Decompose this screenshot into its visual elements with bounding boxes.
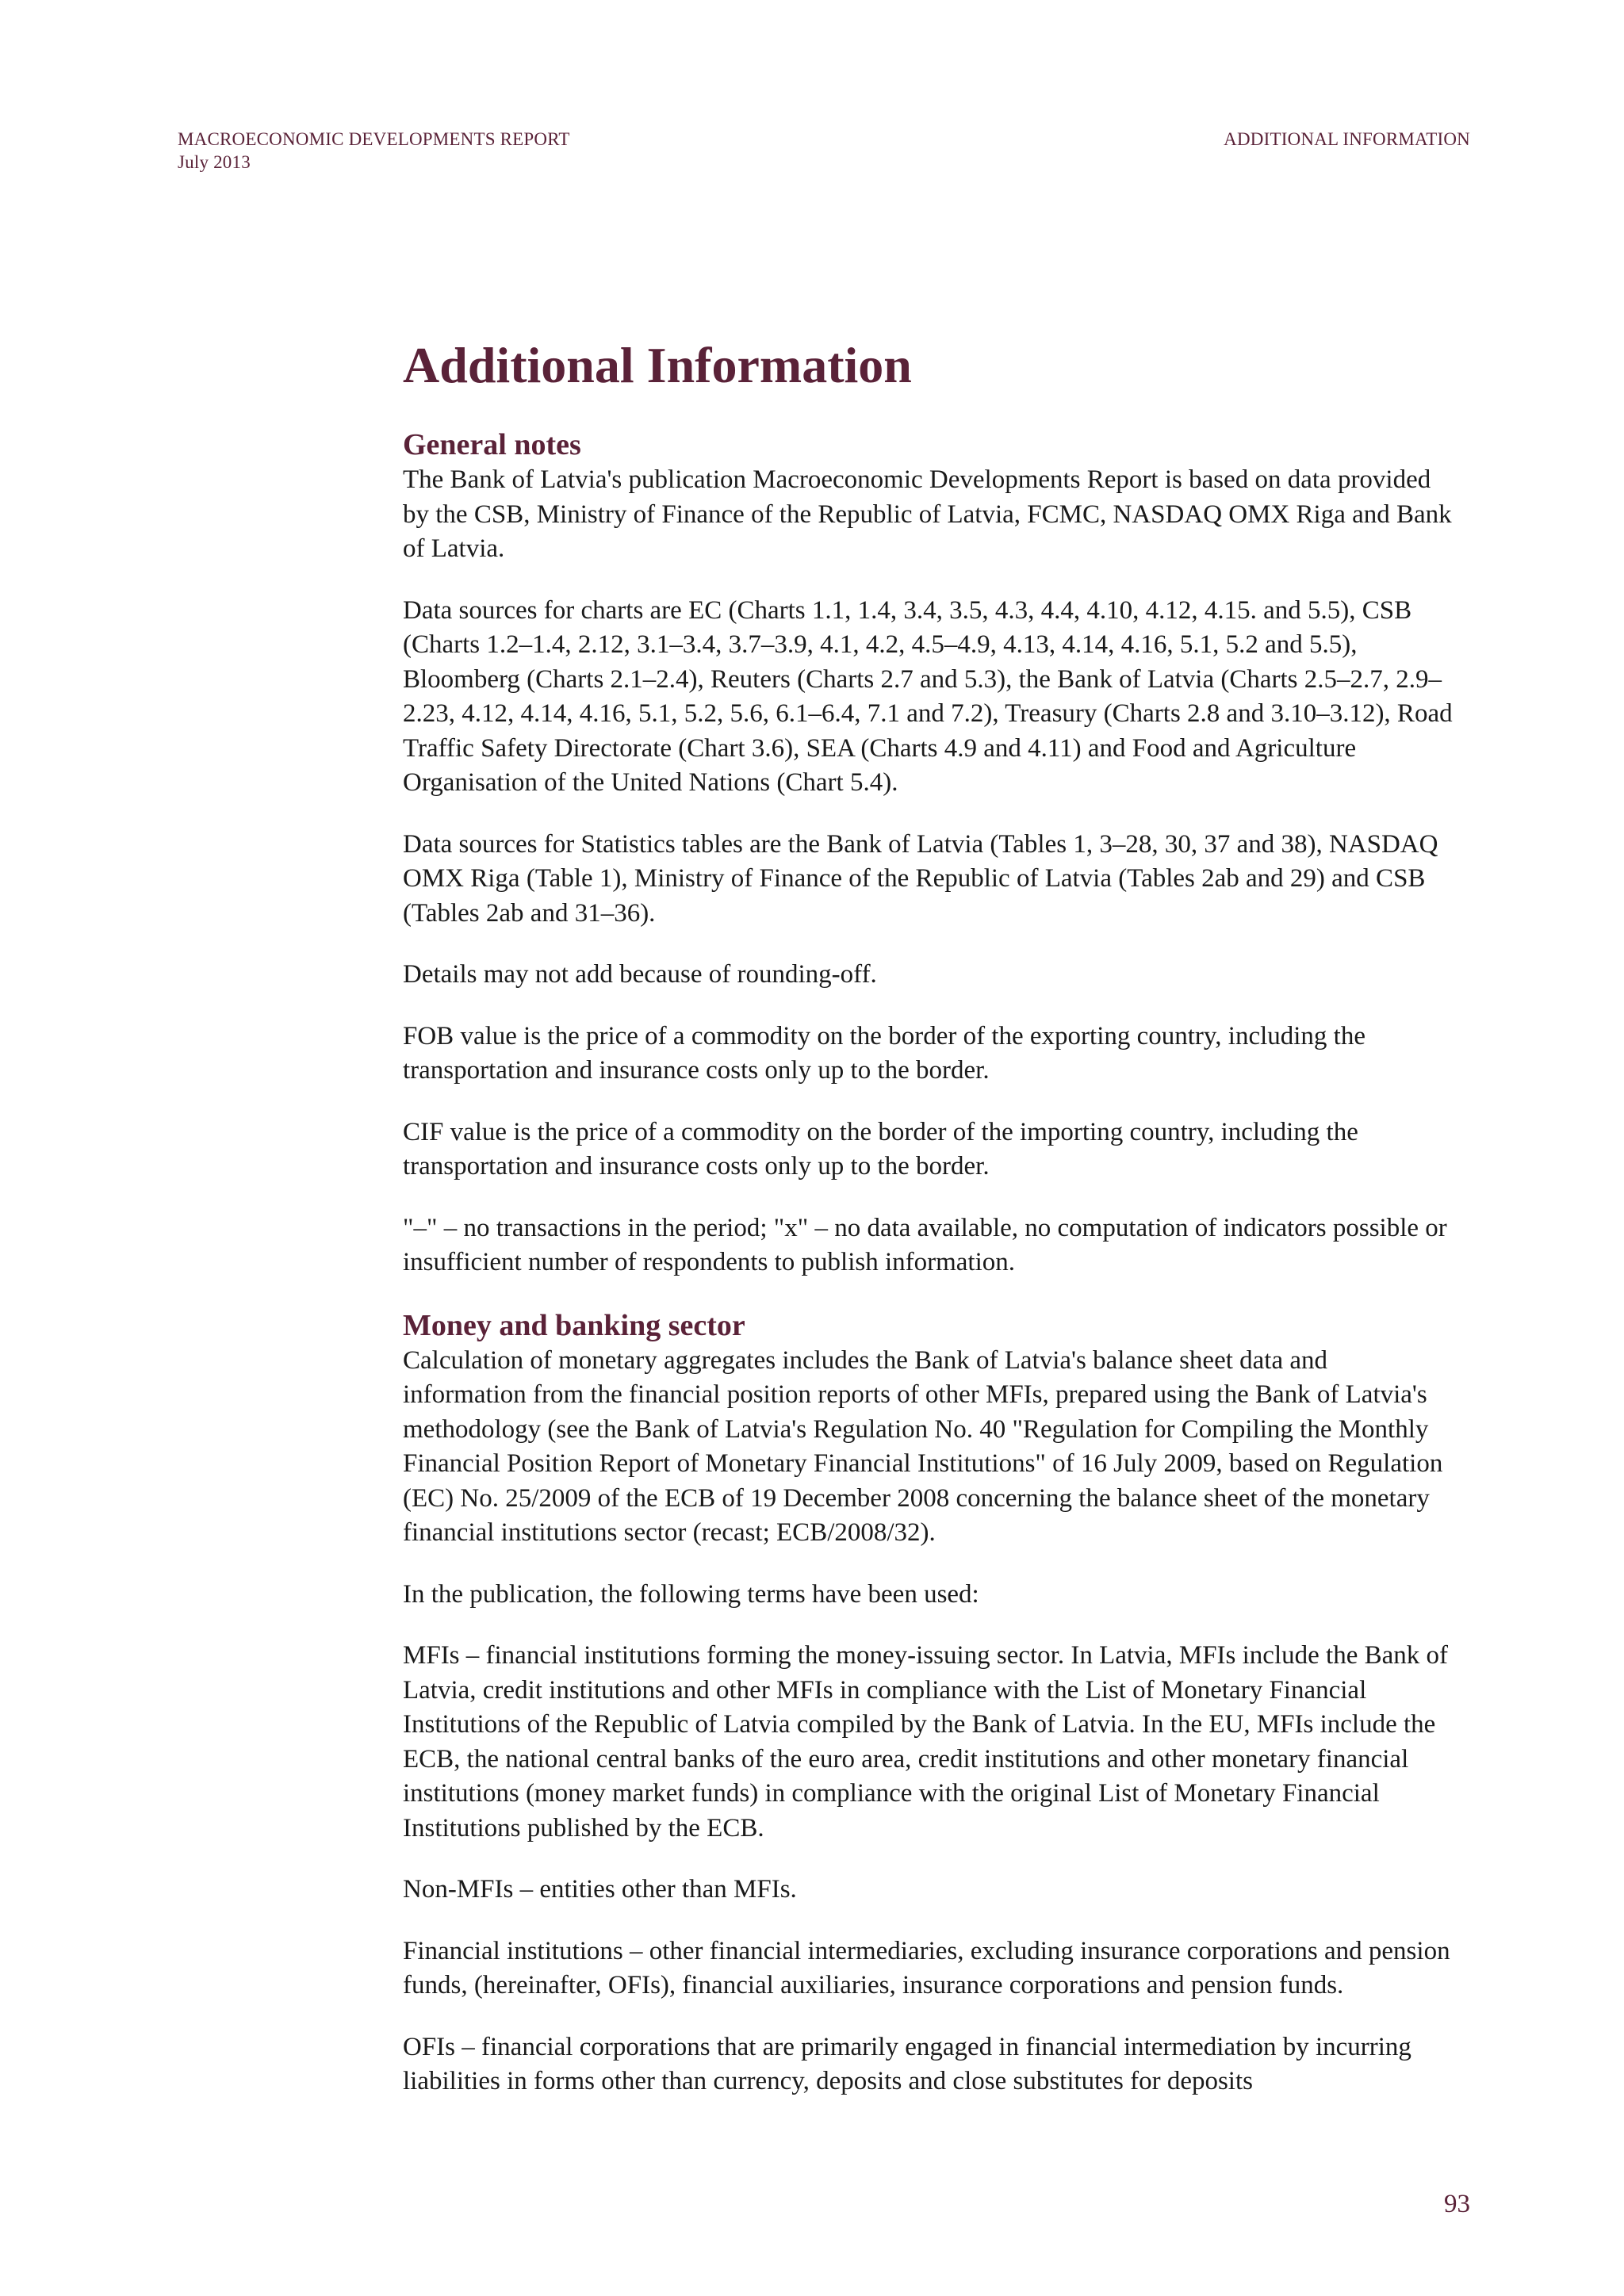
- page-title: Additional Information: [403, 337, 912, 393]
- paragraph: The Bank of Latvia's publication Macroeconomic Developments Report is based on data provided by the CSB, Ministry of Finance of the Republic of Latvia, FCMC, NASDAQ OMX Riga and Bank of Latvia.: [403, 465, 1452, 563]
- page-number: 93: [1444, 2190, 1470, 2218]
- running-header-left: [178, 128, 570, 174]
- paragraph: In the publication, the following terms have been used:: [403, 1579, 979, 1609]
- paragraph: Data sources for Statistics tables are the Bank of Latvia (Tables 1, 3–28, 30, 37 and 38), NASDAQ OMX Riga (Table 1), Ministry of Finance of the Republic of Latvia (Tables 2ab and 29) and CSB (Tables 2ab and 31–36).: [403, 829, 1438, 928]
- paragraph: Details may not add because of rounding-off.: [403, 960, 877, 989]
- section-heading: Money and banking sector: [403, 1308, 745, 1342]
- paragraph: MFIs – financial institutions forming the money-issuing sector. In Latvia, MFIs include the Bank of Latvia, credit institutions and other MFIs in compliance with the List of Monetary Financial Institutions of the Republic of Latvia compiled by the Bank of Latvia. In the EU, MFIs include the ECB, the national central banks of the euro area, credit institutions and other monetary financial institutions (money market funds) in compliance with the original List of Monetary Financial Institutions published by the ECB.: [403, 1641, 1448, 1843]
- paragraph: OFIs – financial corporations that are primarily engaged in financial intermediation by incurring liabilities in forms other than currency, deposits and close substitutes for deposits: [403, 2032, 1411, 2095]
- section-label: ADDITIONAL INFORMATION: [1224, 129, 1470, 149]
- report-title: MACROECONOMIC DEVELOPMENTS REPORT: [178, 129, 570, 149]
- report-date: July 2013: [178, 152, 251, 172]
- paragraph: FOB value is the price of a commodity on the border of the exporting country, including the transportation and insurance costs only up to the border.: [403, 1021, 1365, 1085]
- paragraph: Data sources for charts are EC (Charts 1.1, 1.4, 3.4, 3.5, 4.3, 4.4, 4.10, 4.12, 4.15. and 5.5), CSB (Charts 1.2–1.4, 2.12, 3.1–3.4, 3.7–3.9, 4.1, 4.2, 4.5–4.9, 4.13, 4.14, 4.16, 5.1, 5.2 and 5.5), Bloomberg (Charts 2.1–2.4), Reuters (Charts 2.7 and 5.3), the Bank of Latvia (Charts 2.5–2.7, 2.9–2.23, 4.12, 4.14, 4.16, 5.1, 5.2, 5.6, 6.1–6.4, 7.1 and 7.2), Treasury (Charts 2.8 and 3.10–3.12), Road Traffic Safety Directorate (Chart 3.6), SEA (Charts 4.9 and 4.11) and Food and Agriculture Organisation of the United Nations (Chart 5.4).: [403, 595, 1453, 797]
- section-general-notes: [403, 427, 1457, 1280]
- paragraph: Financial institutions – other financial intermediaries, excluding insurance corporations and pension funds, (hereinafter, OFIs), financial auxiliaries, insurance corporations and pension funds.: [403, 1936, 1450, 1999]
- paragraph: "–" – no transactions in the period; "x" – no data available, no computation of indicators possible or insufficient number of respondents to publish information.: [403, 1213, 1447, 1276]
- paragraph: CIF value is the price of a commodity on the border of the importing country, including the transportation and insurance costs only up to the border.: [403, 1117, 1358, 1181]
- section-heading: General notes: [403, 428, 581, 461]
- paragraph: Non-MFIs – entities other than MFIs.: [403, 1875, 797, 1904]
- running-header-right: [1224, 128, 1470, 151]
- page-content: [403, 333, 1457, 2126]
- section-money-banking: [403, 1307, 1457, 2099]
- paragraph: Calculation of monetary aggregates includes the Bank of Latvia's balance sheet data and information from the financial position reports of other MFIs, prepared using the Bank of Latvia's methodology (see the Bank of Latvia's Regulation No. 40 "Regulation for Compiling the Monthly Financial Position Report of Monetary Financial Institutions" of 16 July 2009, based on Regulation (EC) No. 25/2009 of the ECB of 19 December 2008 concerning the balance sheet of the monetary financial institutions sector (recast; ECB/2008/32).: [403, 1345, 1443, 1547]
